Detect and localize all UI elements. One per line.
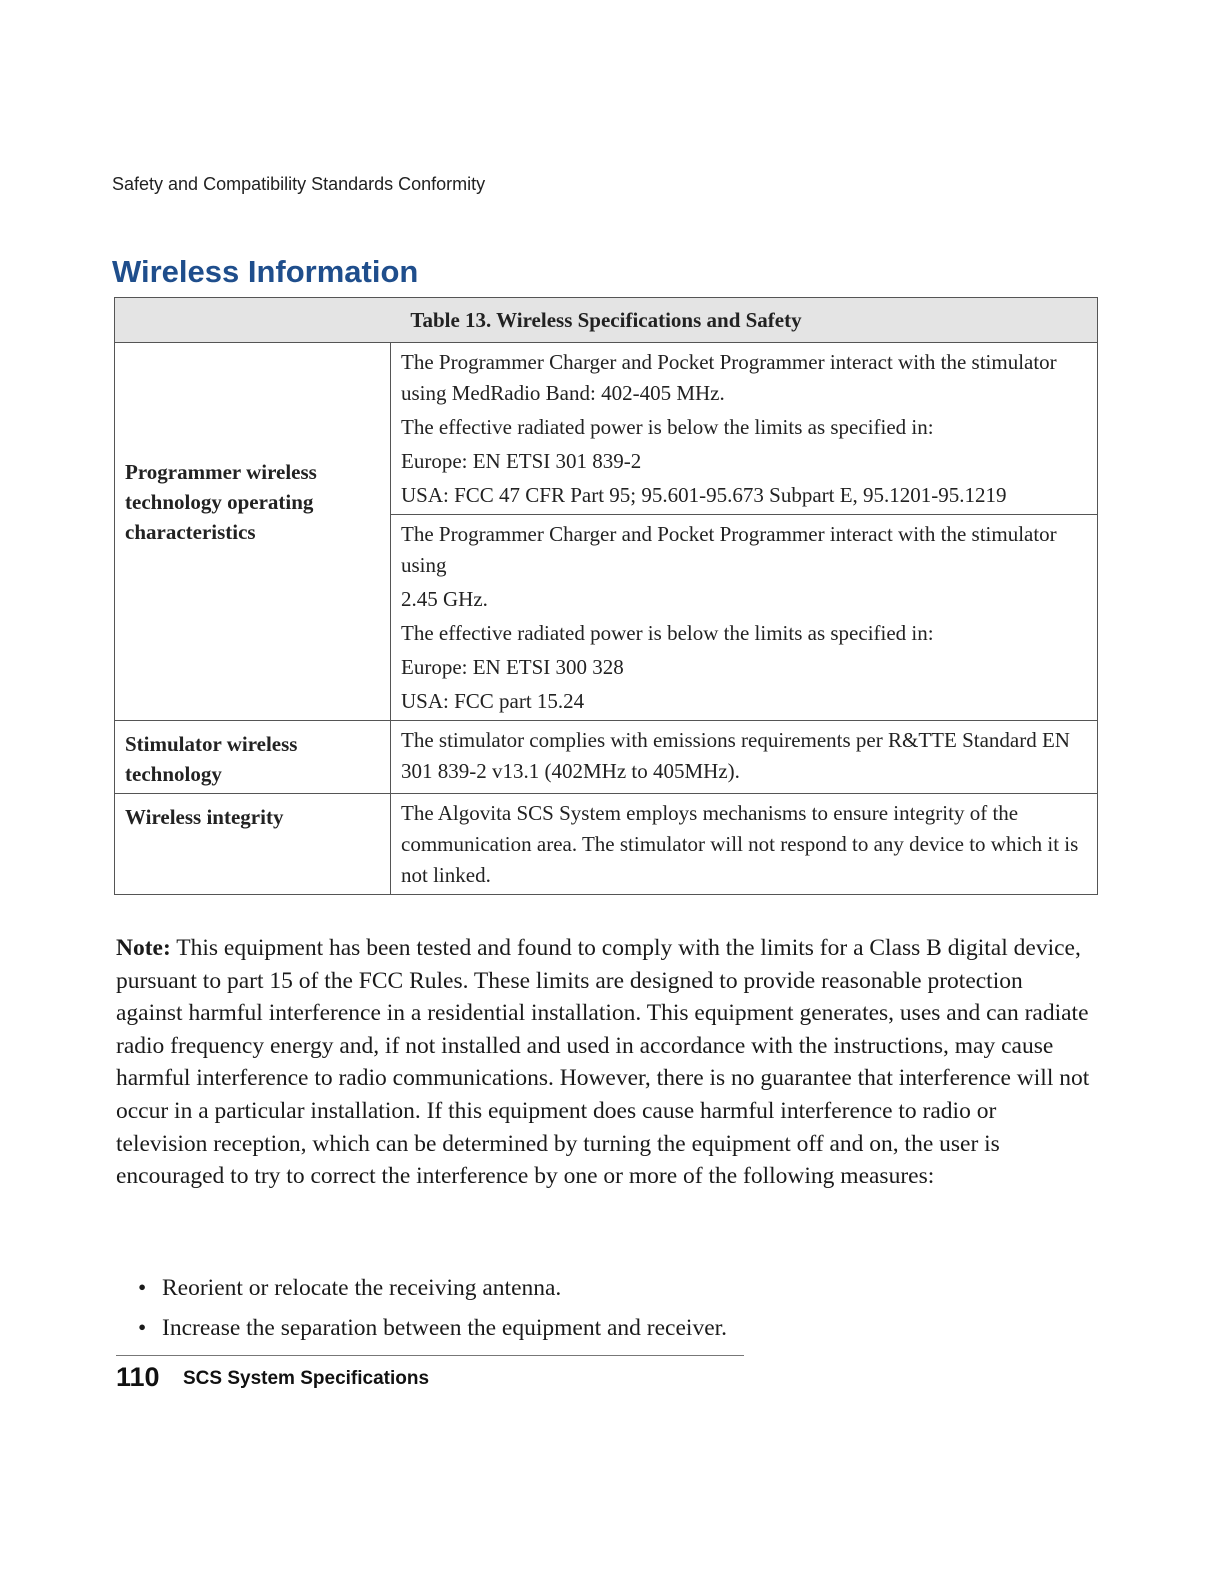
spec-line: 2.45 GHz. [401,587,488,611]
row-label-stimulator: Stimulator wireless technology [115,721,391,794]
row-value-integrity [391,794,1098,895]
list-item [134,1308,727,1348]
measures-list [134,1268,727,1348]
wireless-spec-table [114,297,1098,895]
spec-line: USA: FCC part 15.24 [401,689,585,713]
spec-line: USA: FCC 47 CFR Part 95; 95.601-95.673 Subpart E, 95.1201-95.1219 [401,483,1007,507]
list-item-text: Increase the separation between the equipment and receiver. [162,1315,728,1341]
section-title: Wireless Information [112,254,419,289]
table-row [115,794,1098,895]
spec-line: Europe: EN ETSI 301 839-2 [401,449,642,473]
table-row [115,343,1098,515]
running-header: Safety and Compatibility Standards Conformity [112,174,486,194]
spec-line: The Algovita SCS System employs mechanisms to ensure integrity of the communication area. The stimulator will not respond to any device to which it is not linked. [401,801,1079,887]
list-item [134,1268,727,1308]
footer-section-name: SCS System Specifications [183,1368,430,1389]
table-caption: Table 13. Wireless Specifications and Safety [115,298,1098,343]
row-value-stimulator [391,721,1098,794]
row-label-programmer: Programmer wireless technology operating characteristics [115,343,391,721]
spec-line: The Programmer Charger and Pocket Programmer interact with the stimulator using MedRadio Band: 402-405 MHz. [401,350,1057,405]
list-item-text: Reorient or relocate the receiving antenna. [162,1275,562,1301]
table-row [115,721,1098,794]
note-text: This equipment has been tested and found to comply with the limits for a Class B digital device, pursuant to part 15 of the FCC Rules. These limits are designed to provide reasonable protection against harmful interference in a residential installation. This equipment generates, uses and can radiate radio frequency energy and, if not installed and used in accordance with the instructions, may cause harmful interference to radio communications. However, there is no guarantee that interference will not occur in a particular installation. If this equipment does cause harmful interference to radio or television reception, which can be determined by turning the equipment off and on, the user is encouraged to try to correct the interference by one or more of the following measures: [116,935,1090,1190]
bullet-icon: • [138,1275,147,1301]
row-label-integrity: Wireless integrity [115,794,391,895]
bullet-icon: • [138,1315,147,1341]
spec-line: The effective radiated power is below the limits as specified in: [401,621,934,645]
spec-line: The effective radiated power is below the limits as specified in: [401,415,934,439]
note-label: Note: [116,935,171,961]
spec-line: Europe: EN ETSI 300 328 [401,655,624,679]
spec-line: The Programmer Charger and Pocket Programmer interact with the stimulator using [401,522,1057,577]
spec-line: The stimulator complies with emissions requirements per R&TTE Standard EN 301 839-2 v13.1 (402MHz to 405MHz). [401,728,1070,783]
row-value-programmer-2-4ghz [391,515,1098,721]
fcc-note [116,932,1091,1193]
footer-divider [116,1355,744,1356]
page-number: 110 [116,1362,160,1392]
row-value-programmer-medradio [391,343,1098,515]
